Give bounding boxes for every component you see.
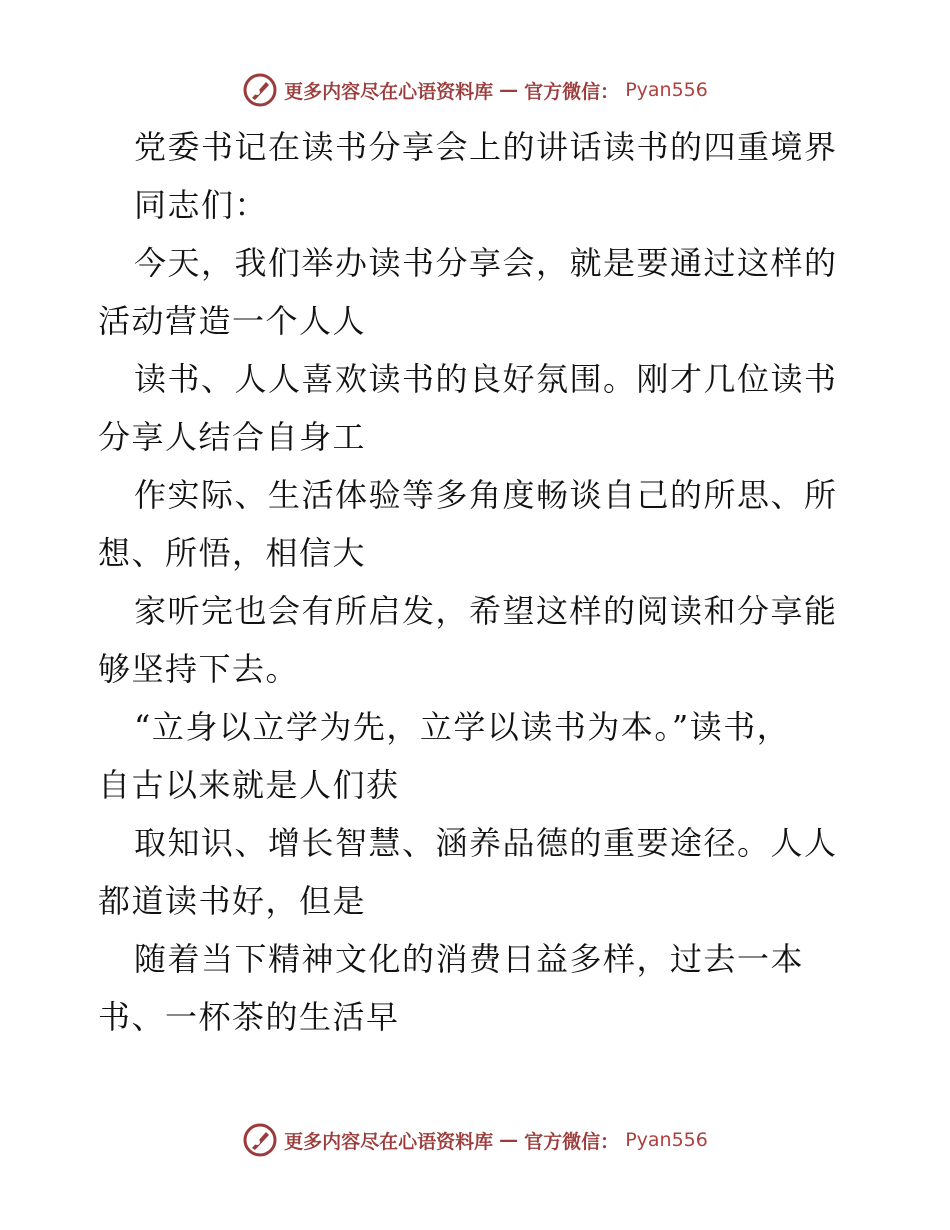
paragraph-line: 家听完也会有所启发，希望这样的阅读和分享能 <box>134 592 838 630</box>
banner-separator: — <box>499 79 519 101</box>
paragraph-line: 今天，我们举办读书分享会，就是要通过这样的 <box>134 244 838 282</box>
paragraph-line-quote: “立身以立学为先，立学以读书为本。”读书， <box>134 708 791 746</box>
paragraph-line: 够坚持下去。 <box>98 650 300 688</box>
paragraph-line: 都道读书好，但是 <box>98 882 367 920</box>
banner-wechat-id: Pyan556 <box>625 1129 708 1151</box>
salutation: 同志们： <box>134 186 269 224</box>
banner-separator: — <box>499 1129 519 1151</box>
paragraph-line: 书、一杯茶的生活早 <box>98 998 400 1036</box>
banner-text-a: 更多内容尽在心语资料库 <box>284 1130 494 1153</box>
footer-watermark-banner <box>0 1120 950 1160</box>
header-watermark-banner <box>0 70 950 110</box>
paragraph-line: 随着当下精神文化的消费日益多样，过去一本 <box>134 940 805 978</box>
paragraph-line: 分享人结合自身工 <box>98 418 367 456</box>
banner-wechat-id: Pyan556 <box>625 79 708 101</box>
document-body <box>98 118 858 1046</box>
paragraph-line: 取知识、增长智慧、涵养品德的重要途径。人人 <box>134 824 838 862</box>
paragraph-line: 读书、人人喜欢读书的良好氛围。刚才几位读书 <box>134 360 838 398</box>
quill-seal-icon <box>242 1122 278 1158</box>
paragraph-line: 作实际、生活体验等多角度畅谈自己的所思、所 <box>134 476 838 514</box>
document-title: 党委书记在读书分享会上的讲话读书的四重境界 <box>134 128 838 166</box>
quill-seal-icon <box>242 72 278 108</box>
banner-text-b: 官方微信： <box>524 80 620 103</box>
paragraph-line: 自古以来就是人们获 <box>98 766 400 804</box>
paragraph-line: 活动营造一个人人 <box>98 302 367 340</box>
banner-text-b: 官方微信： <box>524 1130 620 1153</box>
banner-text-a: 更多内容尽在心语资料库 <box>284 80 494 103</box>
paragraph-line: 想、所悟，相信大 <box>98 534 367 572</box>
